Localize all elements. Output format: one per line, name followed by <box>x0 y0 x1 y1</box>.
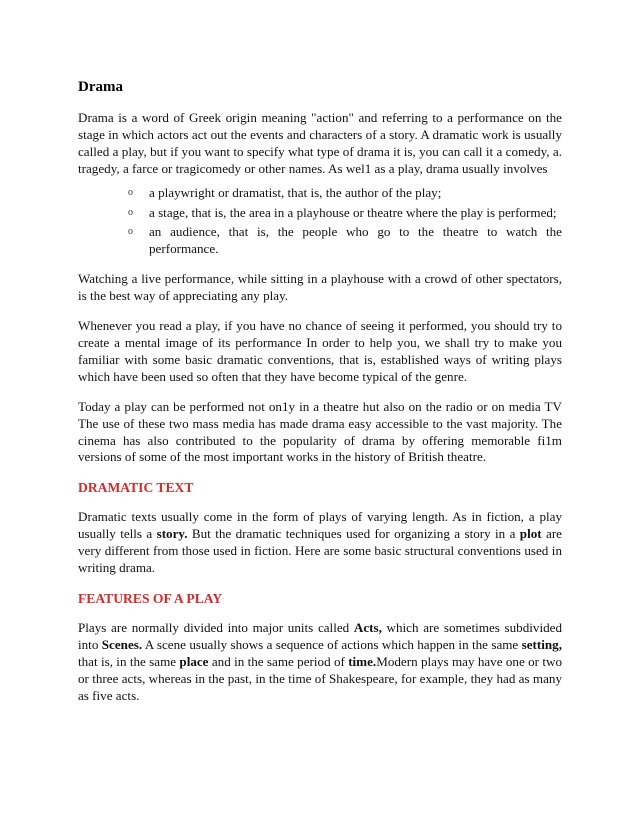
list-item <box>128 224 562 258</box>
bullet-text: a stage, that is, the area in a playhouse or theatre where the play is performed; <box>149 204 557 220</box>
bullet-list <box>78 185 562 259</box>
bold-term-plot: plot <box>519 526 542 542</box>
text-run: that is, in the same <box>78 653 180 669</box>
list-item <box>128 205 562 222</box>
bold-term-acts: Acts, <box>353 619 382 635</box>
bullet-text: a playwright or dramatist, that is, the author of the play; <box>149 184 442 200</box>
text-run: are very different from those used in fiction. Here are some basic structural conventions used in writing drama. <box>78 526 562 576</box>
text-run: Plays are normally divided into major units called <box>78 619 354 635</box>
text-run: and in the same period of <box>208 653 349 669</box>
document-page <box>78 78 562 717</box>
bold-term-setting: setting, <box>521 636 562 652</box>
text-run: Modern plays may have one or two or three acts, whereas in the past, in the time of Shakespeare, for example, they had as many as five acts. <box>78 653 563 703</box>
bold-term-scenes: Scenes. <box>101 636 143 652</box>
features-paragraph <box>78 620 562 705</box>
bullet-circle-icon: o <box>128 206 133 218</box>
list-item <box>128 185 562 202</box>
dramatic-text-paragraph <box>78 509 562 577</box>
text-run: But the dramatic techniques used for organizing a story in a <box>187 526 520 542</box>
bullet-circle-icon: o <box>128 226 133 238</box>
document-title: Drama <box>78 79 123 95</box>
body-paragraph: Whenever you read a play, if you have no chance of seeing it performed, you should try to create a mental image of its performance In order to help you, we shall try to make you familiar with some basic dramatic conventions, that is, established ways of writing plays which have been used so often that they have become typical of the genre. <box>78 318 562 384</box>
body-paragraph: Watching a live performance, while sitting in a playhouse with a crowd of other spectators, is the best way of appreciating any play. <box>78 271 562 304</box>
section-heading-features: FEATURES OF A PLAY <box>78 590 223 606</box>
bullet-circle-icon: o <box>128 186 133 198</box>
text-run: A scene usually shows a sequence of actions which happen in the same <box>142 636 522 652</box>
body-paragraph: Today a play can be performed not on1y in a theatre hut also on the radio or on media TV The use of these two mass media has made drama easy accessible to the vast majority. The cinema has also contributed to the popularity of drama by offering memorable fi1m versions of some of the most important works in the history of British theatre. <box>78 398 562 465</box>
section-heading-dramatic-text: DRAMATIC TEXT <box>78 480 194 496</box>
text-run: which are sometimes subdivided into <box>78 619 562 652</box>
bold-term-place: place <box>179 653 209 669</box>
bold-term-time: time. <box>348 653 377 669</box>
bold-term-story: story. <box>156 526 188 542</box>
text-run: Dramatic texts usually come in the form of plays of varying length. As in fiction, a play usually tells a <box>78 509 562 542</box>
bullet-text: an audience, that is, the people who go to the theatre to watch the performance. <box>149 224 562 257</box>
intro-paragraph: Drama is a word of Greek origin meaning "action" and referring to a performance on the stage in which actors act out the events and characters of a story. A dramatic work is usually called a play, but if you want to specify what type of drama it is, you can call it a comedy, a. tragedy, a farce or tragicomedy or other names. As wel1 as a play, drama usually involves <box>78 110 562 176</box>
